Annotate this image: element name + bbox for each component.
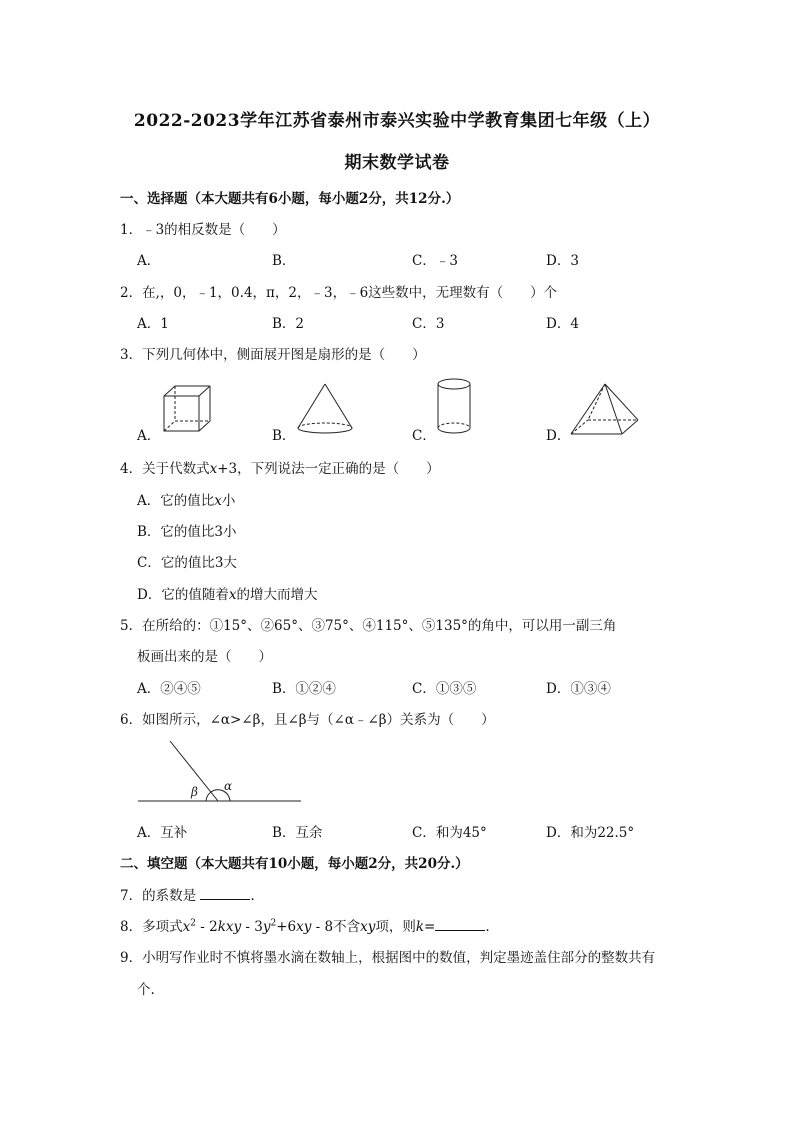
q1-option-c: C．﹣3 xyxy=(412,253,458,269)
q9-stem-line1: 9．小明写作业时不慎将墨水滴在数轴上，根据图中的数值，判定墨迹盖住部分的整数共有 xyxy=(120,950,656,966)
section-2-heading: 二、填空题（本大题共有10小题，每小题2分，共20分.） xyxy=(120,856,469,872)
pyramid-figure xyxy=(568,382,643,440)
q9-stem-line2: 个. xyxy=(137,982,155,998)
q5-option-b: B．①②④ xyxy=(272,681,336,697)
q6-option-d: D．和为22.5° xyxy=(546,825,635,841)
q2-option-c: C．3 xyxy=(412,316,445,332)
q3-option-c: C． xyxy=(412,428,436,444)
q2-option-a: A．1 xyxy=(137,316,169,332)
q4-option-b: B．它的值比3小 xyxy=(137,524,237,540)
q1-option-a: A． xyxy=(137,253,161,269)
q1-option-b: B． xyxy=(272,253,296,269)
q4-option-d: D．它的值随着x的增大而增大 xyxy=(137,587,318,603)
q3-option-a: A． xyxy=(137,428,161,444)
q5-stem-line1: 5．在所给的：①15°、②65°、③75°、④115°、⑤135°的角中，可以用一副三角 xyxy=(120,618,617,634)
q4-option-c: C．它的值比3大 xyxy=(137,555,237,571)
q6-option-b: B．互余 xyxy=(272,825,323,841)
q3-stem: 3．下列几何体中，侧面展开图是扇形的是（ ） xyxy=(120,347,426,363)
q4-stem: 4．关于代数式x+3，下列说法一定正确的是（ ） xyxy=(120,461,440,477)
q1-option-d: D．3 xyxy=(546,253,579,269)
section-1-heading: 一、选择题（本大题共有6小题，每小题2分，共12分.） xyxy=(120,191,460,207)
alpha-label: α xyxy=(224,779,233,793)
q1-stem: 1．﹣3的相反数是（ ） xyxy=(120,222,286,238)
q5-option-d: D．①③④ xyxy=(546,681,611,697)
exam-title: 2022-2023学年江苏省泰州市泰兴实验中学教育集团七年级（上） xyxy=(133,111,661,131)
angle-figure xyxy=(138,738,303,806)
q4-option-a: A．它的值比x小 xyxy=(137,493,236,509)
q2-option-b: B．2 xyxy=(272,316,305,332)
q7-answer-blank[interactable] xyxy=(200,887,250,900)
cube-figure xyxy=(160,385,220,440)
q5-option-c: C．①③⑤ xyxy=(412,681,477,697)
cylinder-figure xyxy=(436,378,476,438)
q3-option-d: D． xyxy=(546,428,571,444)
q2-option-d: D．4 xyxy=(546,316,579,332)
cone-figure xyxy=(295,382,355,442)
beta-label: β xyxy=(191,785,198,799)
q6-option-a: A．互补 xyxy=(137,825,188,841)
q8-stem: 8．多项式$x^2 - 2kxy - 3y^2+6xy - 8$不含xy项，则k= . xyxy=(120,918,490,935)
q2-stem: 2．在,，0，﹣1，0.4，π，2，﹣3，﹣6这些数中，无理数有（ ）个 xyxy=(120,285,558,301)
q3-option-b: B． xyxy=(272,428,296,444)
q5-stem-line2: 板画出来的是（ ） xyxy=(137,649,272,665)
q6-option-c: C．和为45° xyxy=(412,825,487,841)
q7-stem: 7．的系数是 . xyxy=(120,888,255,904)
q8-answer-blank[interactable] xyxy=(435,918,485,931)
exam-subtitle: 期末数学试卷 xyxy=(344,153,450,173)
q6-stem: 6．如图所示，∠α>∠β，且∠β与（∠α﹣∠β）关系为（ ） xyxy=(120,712,495,728)
q5-option-a: A．②④⑤ xyxy=(137,681,201,697)
